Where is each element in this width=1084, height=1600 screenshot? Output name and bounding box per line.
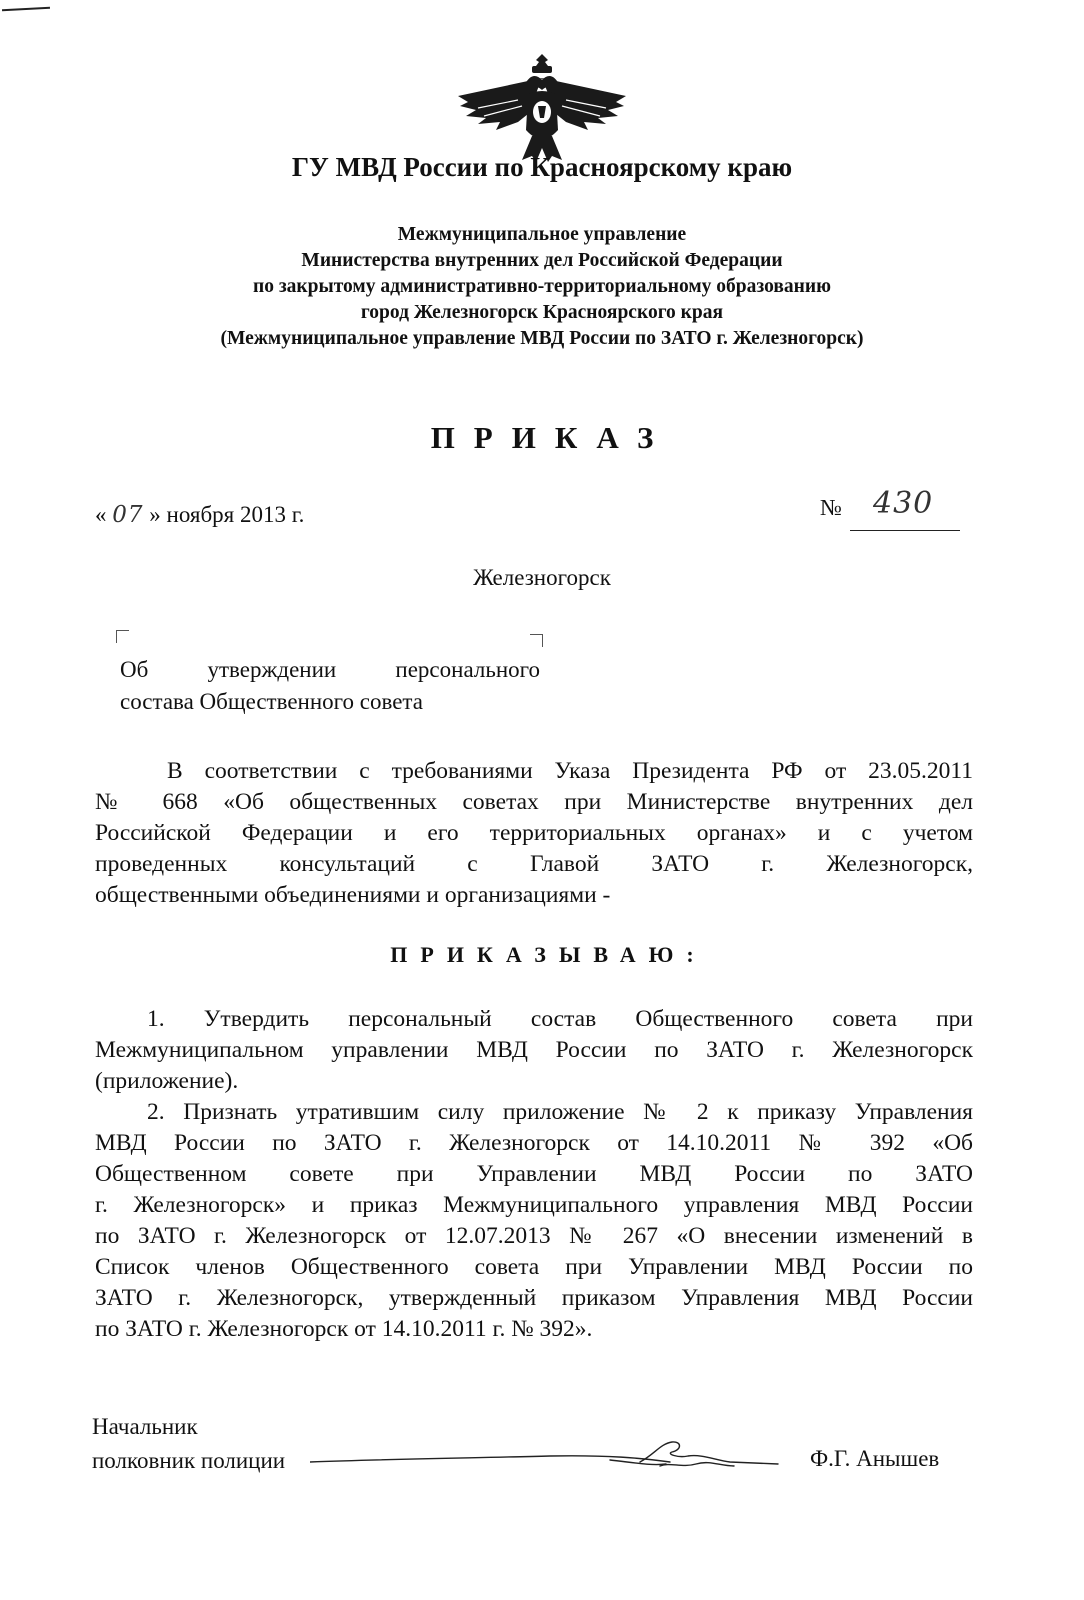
mvd-emblem-icon [458,52,626,164]
date-close-quote: » [149,502,161,527]
order-items [95,1004,973,1345]
signatory-position [92,1410,285,1478]
item-2-line: г. Железногорск» и приказ Межмуниципального управления МВД России [95,1192,973,1218]
signatory-position-line: Начальник [92,1414,198,1439]
preamble-line: В соответствии с требованиями Указа Президента РФ от 23.05.2011 [167,758,973,784]
date-day-handwritten: 07 [112,502,144,528]
preamble-line: проведенных консультаций с Главой ЗАТО г. Железногорск, [95,851,973,877]
topic-word: персонального [395,657,540,682]
item-2-line: ЗАТО г. Железногорск, утвержденный приказом Управления МВД России [95,1285,973,1311]
preamble-paragraph [95,756,973,911]
subtitle-line: Министерства внутренних дел Российской Федерации [301,250,783,271]
document-topic [120,654,540,718]
item-1-line: Межмуниципальном управлении МВД России по ЗАТО г. Железногорск [95,1037,973,1063]
item-2-line: Список членов Общественного совета при Управлении МВД России по [95,1254,973,1280]
preamble-line: общественными объединениями и организациями - [95,882,611,908]
order-directive-heading: ПРИКАЗЫВАЮ: [390,942,707,967]
item-2-line: МВД России по ЗАТО г. Железногорск от 14.10.2011 № 392 «Об [95,1130,973,1156]
topic-line [120,654,540,686]
date-open-quote: « [95,502,107,527]
date-month-year: ноября 2013 г. [166,502,305,527]
topic-word: утверждении [207,657,337,682]
signatory-position-line: полковник полиции [92,1448,286,1473]
item-2-line: по ЗАТО г. Железногорск от 14.10.2011 г. № 392». [95,1316,593,1342]
subtitle-line: (Межмуниципальное управление МВД России по ЗАТО г. Железногорск) [220,328,864,349]
item-1-line: 1. Утвердить персональный состав Общественного совета при [147,1006,973,1032]
handwritten-signature [310,1432,780,1472]
subtitle-line: по закрытому административно-территориальному образованию [252,276,832,297]
topic-bracket-left [116,630,129,643]
topic-line: состава Общественного совета [120,689,423,714]
topic-word: Об [120,657,149,682]
topic-bracket-right [530,634,543,647]
document-number-underline [850,530,960,531]
document-city: Железногорск [473,565,611,590]
document-type-heading: ПРИКАЗ [430,420,673,455]
document-number-label: № [820,495,842,520]
organization-title: ГУ МВД России по Красноярскому краю [291,152,793,182]
document-number-handwritten: 430 [873,486,934,521]
scan-artifact-mark [2,7,50,12]
preamble-line: № 668 «Об общественных советах при Министерстве внутренних дел [95,789,973,815]
signatory-name: Ф.Г. Анышев [810,1446,940,1471]
subtitle-line: Межмуниципальное управление [397,224,687,245]
item-2-line: Общественном совете при Управлении МВД России по ЗАТО [95,1161,973,1187]
item-1-line: (приложение). [95,1068,239,1094]
subtitle-line: город Железногорск Красноярского края [360,302,724,323]
organization-full-name [0,222,1084,352]
item-2-line: 2. Признать утратившим силу приложение № 2 к приказу Управления [147,1099,973,1125]
document-date [95,502,304,528]
preamble-line: Российской Федерации и его территориальных органах» и с учетом [95,820,973,846]
item-2-line: по ЗАТО г. Железногорск от 12.07.2013 № 267 «О внесении изменений в [95,1223,973,1249]
